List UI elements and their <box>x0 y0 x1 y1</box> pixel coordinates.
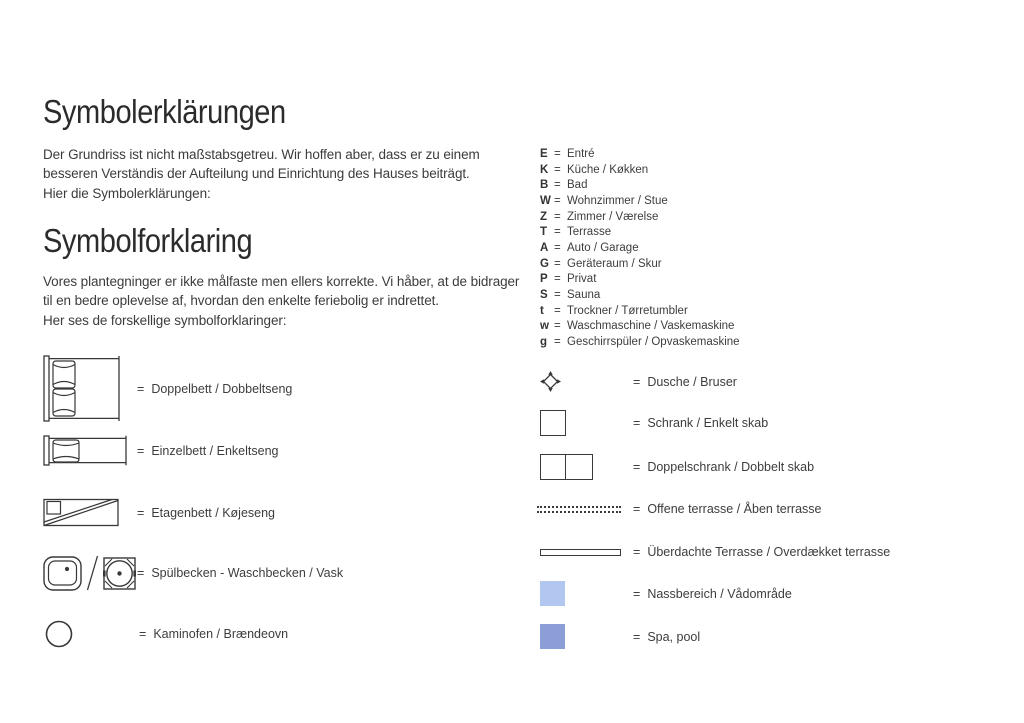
room-code-row <box>540 256 740 272</box>
room-code-row <box>540 334 740 350</box>
legend-label: = Nassbereich / Vådområde <box>633 586 792 601</box>
legend-label: = Dusche / Bruser <box>633 374 737 389</box>
intro-danish-line: til en bedre oplevelse af, hvordan den enkelte feriebolig er indrettet. <box>43 293 439 309</box>
equals-sign: = <box>554 163 561 176</box>
room-code-letter: A <box>540 241 549 254</box>
legend-row-double-bed <box>43 355 292 422</box>
equals-sign: = <box>554 336 561 349</box>
equals-sign: = <box>633 586 641 601</box>
equals-sign: = <box>633 459 641 474</box>
equals-sign: = <box>554 304 561 317</box>
legend-label: = Doppelschrank / Dobbelt skab <box>633 459 815 474</box>
intro-danish-line: Vores plantegninger er ikke målfaste men ellers korrekte. Vi håber, at de bidrager <box>43 274 520 289</box>
equals-sign: = <box>633 415 641 430</box>
legend-label: = Überdachte Terrasse / Overdækket terrasse <box>633 545 891 559</box>
room-code-row <box>540 287 740 303</box>
room-code-label: Trockner / Tørretumbler <box>567 304 688 317</box>
legend-row-single-cabinet <box>540 410 768 435</box>
room-code-row <box>540 209 740 225</box>
room-code-label: Terrasse <box>567 226 612 239</box>
room-code-label: Auto / Garage <box>567 241 639 254</box>
legend-label: = Spa, pool <box>633 629 701 644</box>
room-code-letter: w <box>540 320 549 333</box>
room-code-label: Geräteraum / Skur <box>567 257 662 270</box>
room-code-row <box>540 224 740 240</box>
equals-sign: = <box>139 627 147 641</box>
room-code-list <box>540 146 740 350</box>
room-code-letter: g <box>540 336 548 349</box>
room-code-letter: P <box>540 273 548 286</box>
room-code-row <box>540 319 740 335</box>
equals-sign: = <box>554 273 561 286</box>
bunk-bed-icon <box>43 497 137 528</box>
room-code-row <box>540 162 740 178</box>
room-code-row <box>540 240 740 256</box>
room-code-letter: G <box>540 257 549 270</box>
room-code-letter: t <box>540 304 544 317</box>
legend-label: = Schrank / Enkelt skab <box>633 415 769 430</box>
legend-label: = Spülbecken - Waschbecken / Vask <box>137 566 344 580</box>
double-cabinet-icon <box>540 454 593 480</box>
equals-sign: = <box>137 381 145 396</box>
room-code-letter: T <box>540 226 548 239</box>
wood-stove-icon <box>43 620 139 648</box>
room-code-row <box>540 303 740 319</box>
spa-pool-swatch <box>540 624 565 649</box>
room-code-row <box>540 272 740 288</box>
legend-row-single-bed <box>43 435 278 466</box>
single-cabinet-icon <box>540 410 566 436</box>
room-code-label: Geschirrspüler / Opvaskemaskine <box>567 336 740 349</box>
legend-label: = Offene terrasse / Åben terrasse <box>633 502 822 516</box>
room-code-letter: Z <box>540 210 548 223</box>
room-code-label: Wohnzimmer / Stue <box>567 194 668 207</box>
room-code-label: Küche / Køkken <box>567 163 649 176</box>
sink-washbasin-icon <box>43 555 137 591</box>
intro-german-line: besseren Verständis der Aufteilung und Einrichtung des Hauses beiträgt. <box>43 166 470 182</box>
intro-german-line: Hier die Symbolerklärungen: <box>43 185 211 201</box>
shower-icon <box>540 371 633 392</box>
equals-sign: = <box>554 179 561 192</box>
intro-german <box>43 145 480 203</box>
legend-label: = Einzelbett / Enkeltseng <box>137 443 279 458</box>
legend-row-covered-terrace <box>540 546 890 558</box>
room-code-label: Waschmaschine / Vaskemaskine <box>567 320 735 333</box>
legend-row-spa-pool <box>540 624 700 649</box>
equals-sign: = <box>554 226 561 239</box>
room-code-row <box>540 146 740 162</box>
washbasin-icon <box>103 557 136 590</box>
room-code-letter: K <box>540 163 549 176</box>
legend-row-double-cabinet <box>540 454 814 479</box>
equals-sign: = <box>554 147 561 160</box>
equals-sign: = <box>137 505 145 520</box>
equals-sign: = <box>554 257 561 270</box>
equals-sign: = <box>554 194 561 207</box>
kitchen-sink-icon <box>43 556 82 591</box>
intro-danish-line: Her ses de forskellige symbolforklaringer: <box>43 312 287 328</box>
page-title-danish: Symbolforklaring <box>43 222 253 259</box>
equals-sign: = <box>633 629 641 644</box>
legend-row-sink <box>43 555 343 591</box>
equals-sign: = <box>633 374 641 389</box>
open-terrace-icon <box>537 506 621 513</box>
legend-row-shower <box>540 371 737 392</box>
page-title-german: Symbolerklärungen <box>43 93 286 130</box>
legend-label: = Etagenbett / Køjeseng <box>137 505 276 520</box>
room-code-label: Privat <box>567 273 597 286</box>
double-bed-icon <box>43 355 137 422</box>
room-code-letter: W <box>540 194 551 207</box>
legend-label: = Doppelbett / Dobbeltseng <box>137 381 293 396</box>
legend-label: = Kaminofen / Brændeovn <box>139 627 289 641</box>
equals-sign: = <box>554 289 561 302</box>
room-code-label: Entré <box>567 147 595 160</box>
equals-sign: = <box>137 443 145 458</box>
intro-german-line: Der Grundriss ist nicht maßstabsgetreu. Wir hoffen aber, dass er zu einem <box>43 147 480 162</box>
slash-separator <box>86 555 99 591</box>
equals-sign: = <box>554 320 561 333</box>
room-code-letter: B <box>540 179 549 192</box>
intro-danish <box>43 272 519 330</box>
equals-sign: = <box>137 566 145 580</box>
wet-area-swatch <box>540 581 565 606</box>
room-code-letter: E <box>540 147 548 160</box>
legend-row-open-terrace <box>540 502 821 516</box>
room-code-letter: S <box>540 289 548 302</box>
legend-row-stove <box>43 620 288 648</box>
equals-sign: = <box>554 241 561 254</box>
room-code-row <box>540 193 740 209</box>
equals-sign: = <box>633 502 641 516</box>
legend-row-wet-area <box>540 581 792 606</box>
room-code-label: Bad <box>567 179 588 192</box>
room-code-label: Zimmer / Værelse <box>567 210 659 223</box>
equals-sign: = <box>554 210 561 223</box>
covered-terrace-icon <box>540 549 621 556</box>
room-code-row <box>540 177 740 193</box>
legend-row-bunk-bed <box>43 497 275 528</box>
room-code-label: Sauna <box>567 289 601 302</box>
single-bed-icon <box>43 435 137 466</box>
equals-sign: = <box>633 545 641 559</box>
